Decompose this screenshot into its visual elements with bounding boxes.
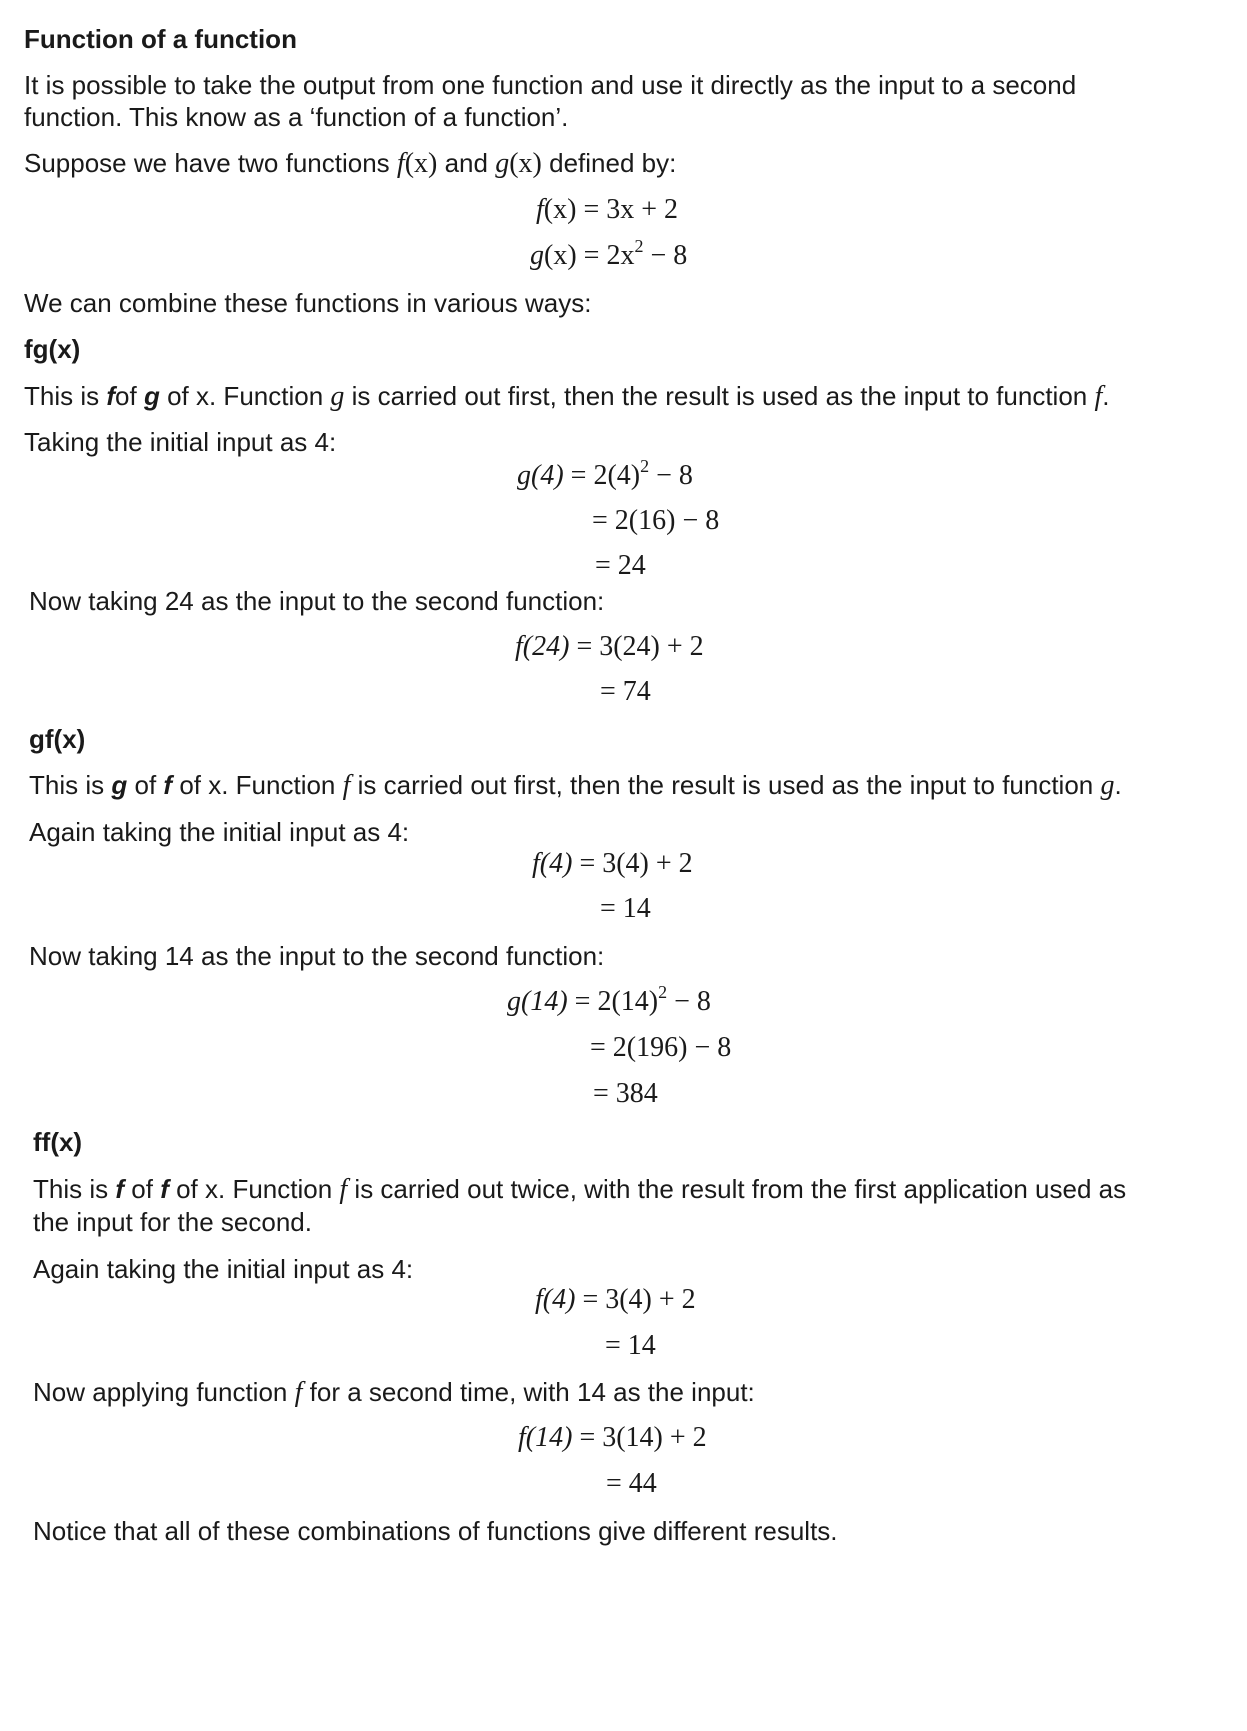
suppose-line: Suppose we have two functions f(x) and g(x) defined by:: [24, 148, 677, 179]
ff-initial-input: Again taking the initial input as 4:: [33, 1254, 414, 1284]
combine-line: We can combine these functions in various ways:: [24, 288, 592, 318]
fg-description: This is fof g of x. Function g is carried out first, then the result is used as the input to function f.: [24, 381, 1110, 412]
gf-step-5: = 384: [593, 1078, 658, 1109]
ff-heading: ff(x): [33, 1127, 83, 1157]
conclusion-line: Notice that all of these combinations of functions give different results.: [33, 1516, 838, 1546]
fg-step-4: f(24) = 3(24) + 2: [515, 631, 704, 662]
gf-initial-input: Again taking the initial input as 4:: [29, 817, 410, 847]
ff-step-3: f(14) = 3(14) + 2: [518, 1422, 707, 1453]
ff-step-2: = 14: [605, 1330, 656, 1361]
intro-line-1: It is possible to take the output from one function and use it directly as the input to a second: [24, 70, 1077, 100]
ff-now-line: Now applying function f for a second time, with 14 as the input:: [33, 1377, 755, 1408]
definition-g: $g(x) = 2x^2 - 8$: [530, 235, 688, 271]
gf-description: This is g of f of x. Function f is carried out first, then the result is used as the input to function g.: [29, 770, 1122, 801]
ff-step-4: = 44: [606, 1468, 657, 1499]
fg-now-line: Now taking 24 as the input to the second function:: [29, 586, 605, 616]
definition-f: f(x) = 3x + 2: [536, 194, 679, 225]
page-title: Function of a function: [24, 24, 297, 54]
fg-step-5: = 74: [600, 676, 651, 707]
intro-line-2: function. This know as a ‘function of a function’.: [24, 102, 569, 132]
fg-step-3: = 24: [595, 550, 646, 581]
fg-heading: fg(x): [24, 334, 81, 364]
gf-now-line: Now taking 14 as the input to the second function:: [29, 941, 605, 971]
fg-step-1: $g(4) = 2(4)^2 - 8$: [517, 455, 693, 491]
gf-heading: gf(x): [29, 724, 86, 754]
gf-step-4: = 2(196) − 8: [590, 1032, 732, 1063]
fg-step-2: = 2(16) − 8: [592, 505, 720, 536]
ff-description: This is f of f of x. Function f is carried out twice, with the result from the first application used as: [33, 1174, 1127, 1205]
ff-description-2: the input for the second.: [33, 1207, 312, 1237]
ff-step-1: f(4) = 3(4) + 2: [535, 1284, 696, 1315]
fg-initial-input: Taking the initial input as 4:: [24, 427, 337, 457]
gf-step-2: = 14: [600, 893, 651, 924]
gf-step-1: f(4) = 3(4) + 2: [532, 848, 693, 879]
gf-step-3: $g(14) = 2(14)^2 - 8$: [507, 981, 711, 1017]
